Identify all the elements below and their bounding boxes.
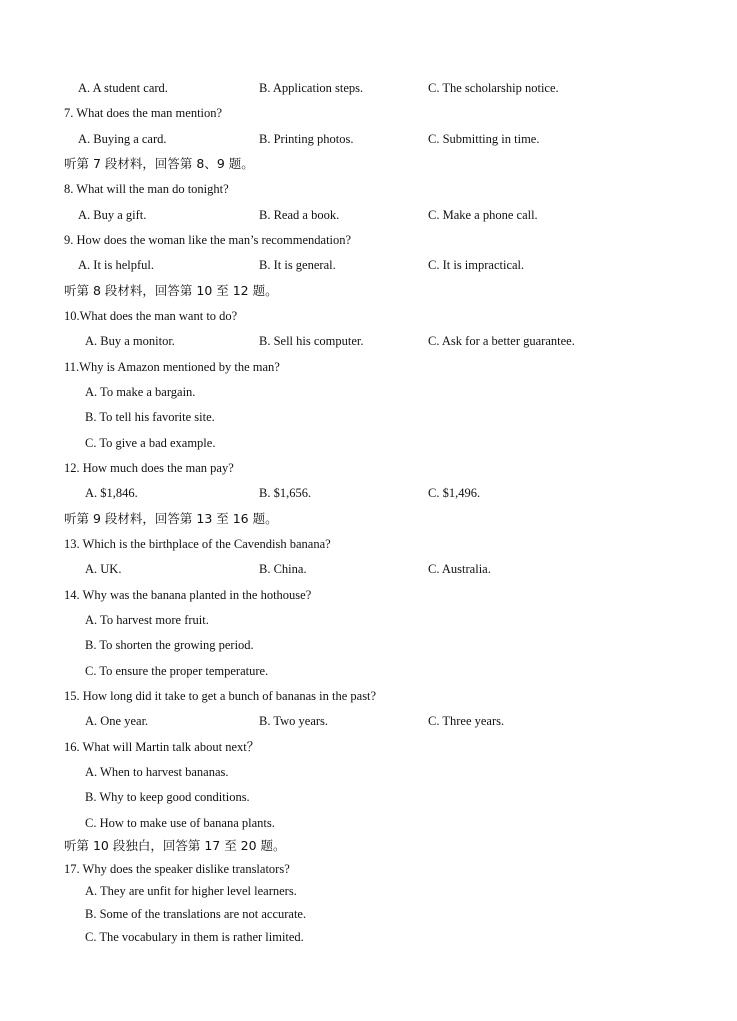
q13-option-a: A. UK.: [85, 562, 122, 576]
q17-option-a: A. They are unfit for higher level learners.: [85, 884, 297, 898]
q14-option-b: B. To shorten the growing period.: [85, 638, 254, 652]
q11-option-c: C. To give a bad example.: [85, 436, 216, 450]
q11-option-a: A. To make a bargain.: [85, 385, 196, 399]
section-9-heading: 听第 9 段材料，回答第 13 至 16 题。: [64, 511, 278, 526]
q17-question: 17. Why does the speaker dislike translators?: [64, 862, 290, 876]
section-8-heading: 听第 8 段材料，回答第 10 至 12 题。: [64, 283, 278, 298]
q10-question: 10.What does the man want to do?: [64, 309, 238, 323]
q9-option-c: C. It is impractical.: [428, 258, 525, 272]
q11-question: 11.Why is Amazon mentioned by the man?: [64, 360, 280, 374]
q8-option-a: A. Buy a gift.: [78, 208, 147, 222]
q8-option-b: B. Read a book.: [259, 208, 340, 222]
q13-option-b: B. China.: [259, 562, 307, 576]
q15-option-a: A. One year.: [85, 714, 149, 728]
q7-option-b: B. Printing photos.: [259, 132, 354, 146]
q9-question: 9. How does the woman like the man’s recommendation?: [64, 233, 352, 247]
q8-option-c: C. Make a phone call.: [428, 208, 538, 222]
q13-question: 13. Which is the birthplace of the Cavendish banana?: [64, 537, 331, 551]
section-7-heading: 听第 7 段材料，回答第 8、9 题。: [64, 156, 254, 171]
q9-option-b: B. It is general.: [259, 258, 336, 272]
q6-option-a: A. A student card.: [78, 81, 168, 95]
q16-option-a: A. When to harvest bananas.: [85, 765, 229, 779]
q7-option-a: A. Buying a card.: [78, 132, 167, 146]
q10-option-c: C. Ask for a better guarantee.: [428, 334, 575, 348]
q17-option-c: C. The vocabulary in them is rather limited.: [85, 930, 304, 944]
q14-option-a: A. To harvest more fruit.: [85, 613, 209, 627]
q7-question: 7. What does the man mention?: [64, 106, 223, 120]
q6-option-c: C. The scholarship notice.: [428, 81, 559, 95]
q12-option-b: B. $1,656.: [259, 486, 312, 500]
section-10-heading: 听第 10 段独白，回答第 17 至 20 题。: [64, 838, 286, 853]
q10-option-a: A. Buy a monitor.: [85, 334, 175, 348]
q14-option-c: C. To ensure the proper temperature.: [85, 664, 269, 678]
q15-option-b: B. Two years.: [259, 714, 329, 728]
q15-option-c: C. Three years.: [428, 714, 505, 728]
q15-question: 15. How long did it take to get a bunch of bananas in the past?: [64, 689, 377, 703]
q16-option-b: B. Why to keep good conditions.: [85, 790, 250, 804]
q12-option-a: A. $1,846.: [85, 486, 138, 500]
q7-option-c: C. Submitting in time.: [428, 132, 540, 146]
q16-question: 16. What will Martin talk about next？: [64, 740, 260, 754]
q10-option-b: B. Sell his computer.: [259, 334, 364, 348]
q6-option-b: B. Application steps.: [259, 81, 364, 95]
q13-option-c: C. Australia.: [428, 562, 491, 576]
q17-option-b: B. Some of the translations are not accurate.: [85, 907, 307, 921]
q14-question: 14. Why was the banana planted in the hothouse?: [64, 588, 312, 602]
q8-question: 8. What will the man do tonight?: [64, 182, 229, 196]
q11-option-b: B. To tell his favorite site.: [85, 410, 215, 424]
q16-option-c: C. How to make use of banana plants.: [85, 816, 275, 830]
q12-question: 12. How much does the man pay?: [64, 461, 234, 475]
q9-option-a: A. It is helpful.: [78, 258, 155, 272]
q12-option-c: C. $1,496.: [428, 486, 481, 500]
